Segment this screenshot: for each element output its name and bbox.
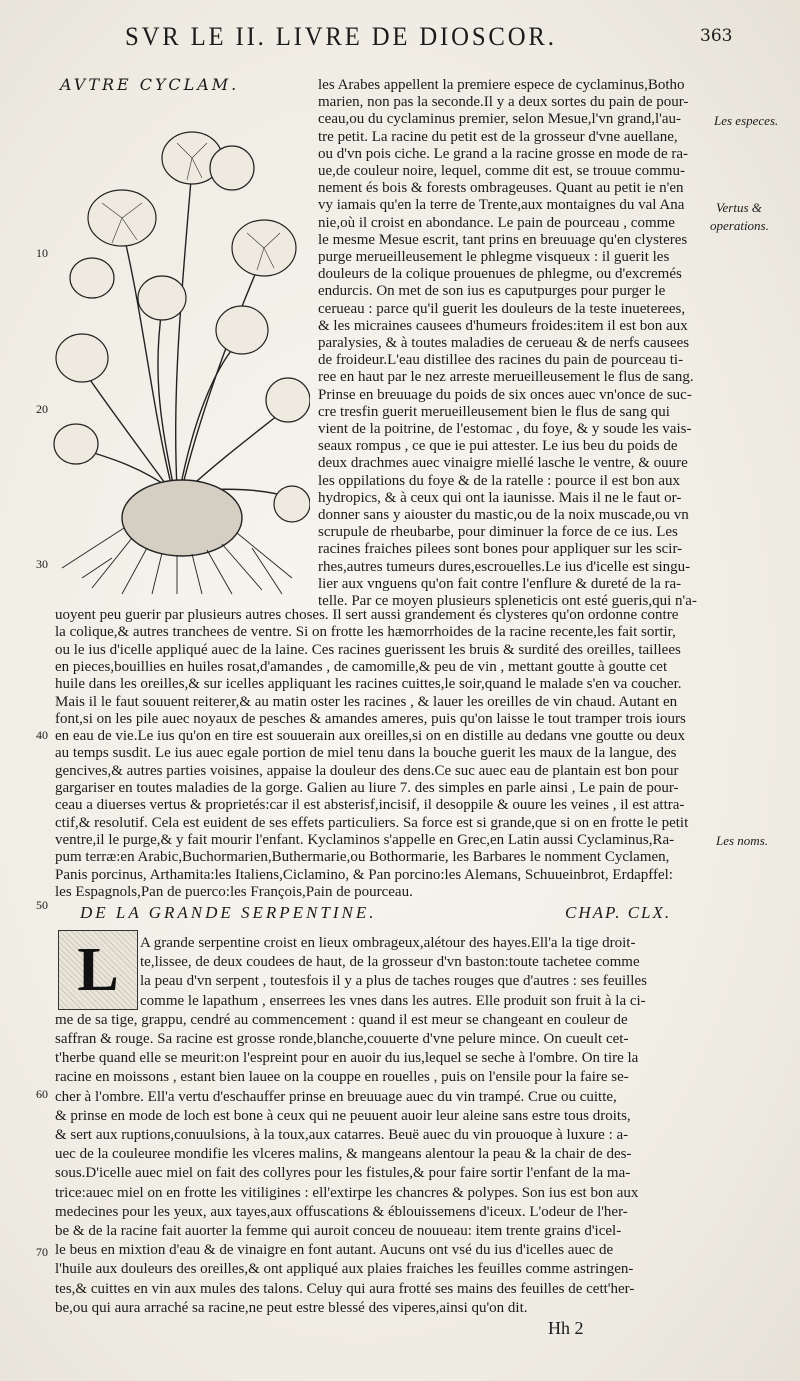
text-line: purge merueilleusement le phlegme visqueux : il guerit les xyxy=(318,249,670,265)
text-line: les oppilations du foye & de la ratelle : pource il est bon aux xyxy=(318,472,680,489)
text-line: be & de la racine fait auorter la femme qui auroit conceu de nouueau: item trente grains d'icel- xyxy=(55,1223,622,1239)
text-line: au temps susdit. Le ius auec egale portion de miel tenu dans la bouche guerit les maux de la langue, des xyxy=(55,745,677,762)
text-line: cerueau : parce qu'il guerit les douleurs de la teste inueterees, xyxy=(318,300,686,317)
page-number: 363 xyxy=(700,26,733,46)
text-line: ceau,ou du cyclaminus premier, selon Mesue,l'vn grand,l'au- xyxy=(318,111,682,128)
text-line: ou d'vn pois ciche. Le grand a la racine grosse en mode de ra- xyxy=(318,145,689,162)
running-head: SVR LE II. LIVRE DE DIOSCOR. xyxy=(125,22,557,51)
text-line: la peau d'vn serpent , toutesfois il y a plus de taches rouges que d'autres : ses feuilles xyxy=(140,973,647,990)
text-line: douleurs de la colique prouenues de phlegme, ou d'excremés xyxy=(318,266,682,283)
text-line: trice:auec miel on en frotte les vitiligines : ell'extirpe les chancres & polypes. Son ius est bon aux xyxy=(55,1184,639,1201)
text-line: ventre,il le purge,& y fait mourir l'enfant. Kyclaminos s'appelle en Grec,en Latin aussi Cyclaminus,Ra- xyxy=(55,831,675,848)
text-line: saffran & rouge. Sa racine est grosse ronde,blanche,couuerte d'vne pelure mince. On cueult cet- xyxy=(55,1031,629,1047)
text-line: me de sa tige, grappu, cendré au commencement : quand il est meur se changeant en couleur de xyxy=(55,1011,628,1028)
text-line: de froideur.L'eau distillee des racines du pain de pourceau ti- xyxy=(318,352,684,369)
line-number: 30 xyxy=(36,557,48,571)
text-line: telle. Par ce moyen plusieurs spleneticis ont esté gueris,qui n'a- xyxy=(318,593,697,609)
text-line: vy iamais qu'en la terre de Trente,aux montaignes du val Ana xyxy=(318,197,685,214)
text-line: uoyent peu guerir par plusieurs autres choses. Il sert aussi grandement és clysteres qu'on ordonne contre xyxy=(55,607,679,623)
text-line: en eau de vie.Le ius qu'on en tire est souuerain aux oreilles,si on en distille au dedans vne goutte ou deux xyxy=(55,728,686,745)
line-number: 50 xyxy=(36,898,48,912)
text-line: cre tresfin guerit merueilleusement bien le flus de sang qui xyxy=(318,403,670,420)
text-line: ree en haut par le nez arreste merueilleusement le flus de sang. xyxy=(318,369,694,386)
decorated-initial xyxy=(58,930,138,1010)
text-line: cher à l'ombre. Ell'a vertu d'eschauffer prinse en breuuage auec du vin trampé. Crue ou cuitte, xyxy=(55,1088,617,1105)
plant-drawing xyxy=(52,108,310,596)
text-line: le beus en mixtion d'eau & de vinaigre en font autant. Aucuns ont vsé du ius d'icelles auec de xyxy=(55,1242,614,1259)
text-line: endurcis. On met de son ius es caputpurges pour purger le xyxy=(318,283,666,300)
text-line: ctif,& resolutif. Cela est euident de ses effets particuliers. Sa force est si grande,que si on en frotte le petit xyxy=(55,814,689,831)
margin-note-names: Les noms. xyxy=(716,833,769,848)
text-line: donner sans y aiouster du mastic,ou de la noix muscade,ou vn xyxy=(318,507,689,523)
text-line: te,lissee, de deux coudees de haut, de la grosseur d'vn baston:toute tachetee comme xyxy=(140,954,640,971)
chapter-heading: DE LA GRANDE SERPENTINE. xyxy=(80,903,377,922)
text-line: & sert aux ruptions,conuulsions, à la toux,aux catarres. Beuë auec du vin prouoque à luxure : a- xyxy=(55,1127,629,1143)
signature-mark: Hh 2 xyxy=(548,1318,584,1338)
line-number: 10 xyxy=(36,246,48,260)
text-line: gencives,& autres parties voisines, appaise la douleur des dens.Ce suc auec eau de plantain est bon pour xyxy=(55,762,679,779)
text-line: medecines pour les yeux, aux tayes,aux offuscations & éblouissemens d'iceux. L'odeur de l'her- xyxy=(55,1203,628,1220)
text-line: tes,& cuittes en vin aux mules des talons. Celuy qui aura frotté ses mains des feuilles de cett'her- xyxy=(55,1280,635,1297)
text-line: nie,où il croist en abondance. Le pain de pourceau , comme xyxy=(318,214,675,231)
text-line: & les micraines causees d'humeurs froides:item il est bon aux xyxy=(318,317,688,334)
text-line: gargariser en toutes maladies de la gorge. Galien au liure 7. des simples en parle ainsi , Le pain de pour- xyxy=(55,780,679,796)
text-line: comme le lapathum , enserrees les vnes dans les autres. Elle produit son fruit à la ci- xyxy=(140,992,646,1009)
text-line: l'huile aux douleurs des oreilles,& ont appliqué aux plaies fraiches les feuilles comme astringen- xyxy=(55,1261,634,1278)
text-line: t'herbe quand elle se meurit:on l'espreint pour en auoir du ius,lequel se seche à l'ombre. On tire la xyxy=(55,1050,639,1067)
margin-note-virtues: Vertus & xyxy=(716,200,762,215)
text-line: tre petit. La racine du petit est de la grosseur d'vne auellane, xyxy=(318,128,678,145)
margin-note-operations: operations. xyxy=(710,218,769,233)
line-number: 40 xyxy=(36,728,48,742)
text-line: racine en moissons , estant bien lauee on la couppe en rouelles , puis on l'ensile pour la faire se- xyxy=(55,1069,629,1086)
text-line: be,ou qui aura arraché sa racine,ne peut estre blessé des viperes,ainsi qu'on dit. xyxy=(55,1299,528,1316)
text-line: marien, non pas la seconde.Il y a deux sortes du pain de pour- xyxy=(318,94,689,111)
text-line: pum terræ:en Arabic,Buchormarien,Buthermarie,ou Bothormarie, les Barbares le nomment Cyclamen, xyxy=(55,849,670,866)
drop-cap-letter: L xyxy=(77,936,119,1004)
text-line: & prinse en mode de loch est bone à ceux qui ne peuuent auoir leur aleine sans estre tous droits, xyxy=(55,1107,631,1124)
text-line: hydropics, & à ceux qui ont la iaunisse. Mais il ne le faut or- xyxy=(318,489,682,506)
text-line: nement és bois & forests ombrageuses. Quant au petit ie n'en xyxy=(318,180,684,197)
text-line: ou le ius d'icelle appliqué auec de la laine. Ces racines guerissent les bruis & surdité des oreilles, taillees xyxy=(55,641,681,658)
text-line: deux drachmes auec vinaigre miellé lasche le ventre, & ouure xyxy=(318,455,688,472)
text-line: Mais il le faut souuent reiterer,& au matin oster les racines , & lauer les oreilles de vin chaud. Autant en xyxy=(55,693,678,710)
text-line: ue,de couleur noire, lequel, comme dit est, se trouue commu- xyxy=(318,163,685,179)
text-line: les Espagnols,Pan de puerco:les François,Pain de pourceau. xyxy=(55,883,413,900)
text-line: Panis porcinus, Arthamita:les Italiens,Ciclamino, & Pan porcino:les Alemans, Schuueinbrot, Erdapffel: xyxy=(55,866,673,883)
text-line: huile dans les oreilles,& sur icelles appliquant les racines cuittes,le soir,quand le malade s'en va coucher. xyxy=(55,676,682,693)
text-line: racines fraiches pilees sont bones pour appliquer sur les scir- xyxy=(318,541,683,558)
text-line: seaux rompus , ce que ie pui attester. Le ius beu du poids de xyxy=(318,438,678,455)
text-line: rhes,autres tumeurs dures,escrouelles.Le ius d'icelle est singu- xyxy=(318,558,691,575)
text-line: vient de la poitrine, de l'estomac , du foye, & y soude les vais- xyxy=(318,421,692,437)
text-line: les Arabes appellent la premiere espece de cyclaminus,Botho xyxy=(318,77,685,93)
text-line: en pieces,bouillies en huiles rosat,d'amandes , de camomille,& peu de vin , mettant goutte à goutte cet xyxy=(55,658,668,675)
text-line: A grande serpentine croist en lieux ombrageux,alétour des hayes.Ell'a la tige droit- xyxy=(140,935,636,951)
text-line: la colique,& autres tranchees de ventre. Si on frotte les hæmorrhoides de la racine recente,les fait sortir, xyxy=(55,624,676,641)
text-line: sous.D'icelle auec miel on fait des collyres pour les fistules,& pour faire sortir l'enfant de la ma- xyxy=(55,1165,631,1182)
line-number: 70 xyxy=(36,1245,48,1259)
text-line: le mesme Mesue escrit, tant prins en breuuage qu'en clysteres xyxy=(318,231,688,248)
margin-note-species: Les especes. xyxy=(714,113,779,128)
line-number: 60 xyxy=(36,1087,48,1101)
figure-title: AVTRE CYCLAM. xyxy=(60,75,240,94)
line-number: 20 xyxy=(36,402,48,416)
text-line: font,si on les pile auec noyaux de pesches & amandes ameres, puis qu'on laisse le tout tramper trois iours xyxy=(55,710,686,727)
text-line: paralysies, & à toutes maladies de cerueau & de nerfs causees xyxy=(318,335,690,351)
text-line: lier aux vnguens qu'on fait contre l'enflure & dureté de la ra- xyxy=(318,575,682,592)
cyclamen-woodcut-illustration xyxy=(52,108,310,596)
text-line: uec de la couleuree mondifie les vlceres malins, & mangeans alentour la peau & la chair de des- xyxy=(55,1146,632,1163)
text-line: ceau a diuerses vertus & proprietés:car il est absterisf,incisif, il desoppile & ouure les veines , il est attra- xyxy=(55,797,685,814)
chapter-number: CHAP. CLX. xyxy=(565,903,672,922)
text-line: Prinse en breuuage du poids de six onces auec vn'once de suc- xyxy=(318,386,692,403)
text-line: scrupule de rheubarbe, pour diminuer la force de ce ius. Les xyxy=(318,524,678,541)
